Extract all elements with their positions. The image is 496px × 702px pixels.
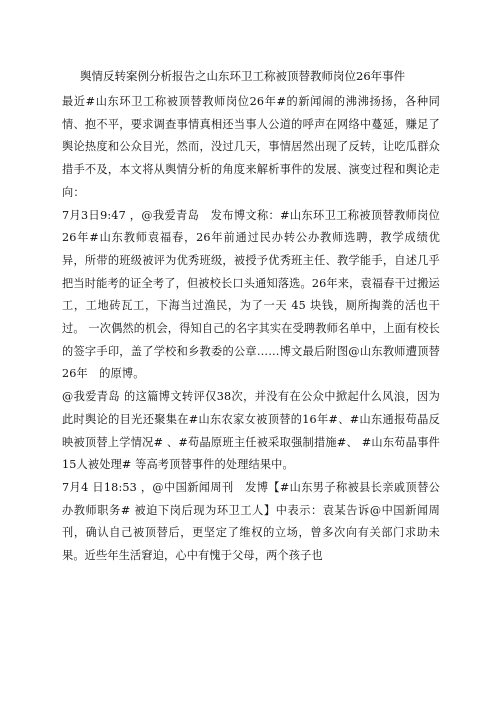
paragraph-july4-post: 7月4 日18:53 ，@中国新闻周刊 发博【#山东男子称被县长亲戚顶替公办教师职务# 被迫下岗后现为环卫工人】中表示：袁某告诉@中国新闻周刊，确认自己被顶替后，更坚定了维权的立场，曾多次向有关部门求助未果。近些年生活窘迫，心中有愧于父母，两个孩子也: [62, 480, 440, 563]
paragraph-july3-post: 7月3日9:47 ，@我爱青岛 发布博文称：#山东环卫工称被顶替教师岗位26年#山东教师袁福春，26年前通过民办转公办教师选聘，教学成绩优异，所带的班级被评为优秀班级，被授予优秀班主任、教学能手，自述几乎把当时能考的证全考了，但被校长口头通知落选。26年来，袁福春干过搬运工，工地砖瓦工，下海当过渔民，为了一天 45 块钱，厕所掏粪的活也干过。 一次偶然的机会，得知自己的名字其实在受聘教师名单中，上面有校长的签字手印，盖了学校和乡教委的公章……博文最后附图@山东教师遭顶替26年 的原博。: [62, 208, 440, 381]
paragraph-intro: 最近#山东环卫工称被顶替教师岗位26年#的新闻闹的沸沸扬扬，各种同情、抱不平，要求调查事情真相还当事人公道的呼声在网络中蔓延，赚足了舆论热度和公众目光，然而，没过几天，事情居然出现了反转，让吃瓜群众措手不及，本文将从舆情分析的角度来解析事件的发展、演变过程和舆论走向：: [62, 95, 440, 199]
paragraph-reposts: @我爱青岛 的这篇博文转评仅38次，并没有在公众中掀起什么风浪，因为此时舆论的目光还聚集在#山东农家女被顶替的16年#、#山东通报苟晶反映被顶替上学情况# 、#苟晶原班主任被采取强制措施#、 #山东苟晶事件15人被处理# 等高考顶替事件的处理结果中。: [62, 390, 440, 472]
document-title: 舆情反转案例分析报告之山东环卫工称被顶替教师岗位26年事件: [80, 69, 406, 83]
document-body: [62, 91, 440, 568]
document-page: [62, 66, 440, 568]
